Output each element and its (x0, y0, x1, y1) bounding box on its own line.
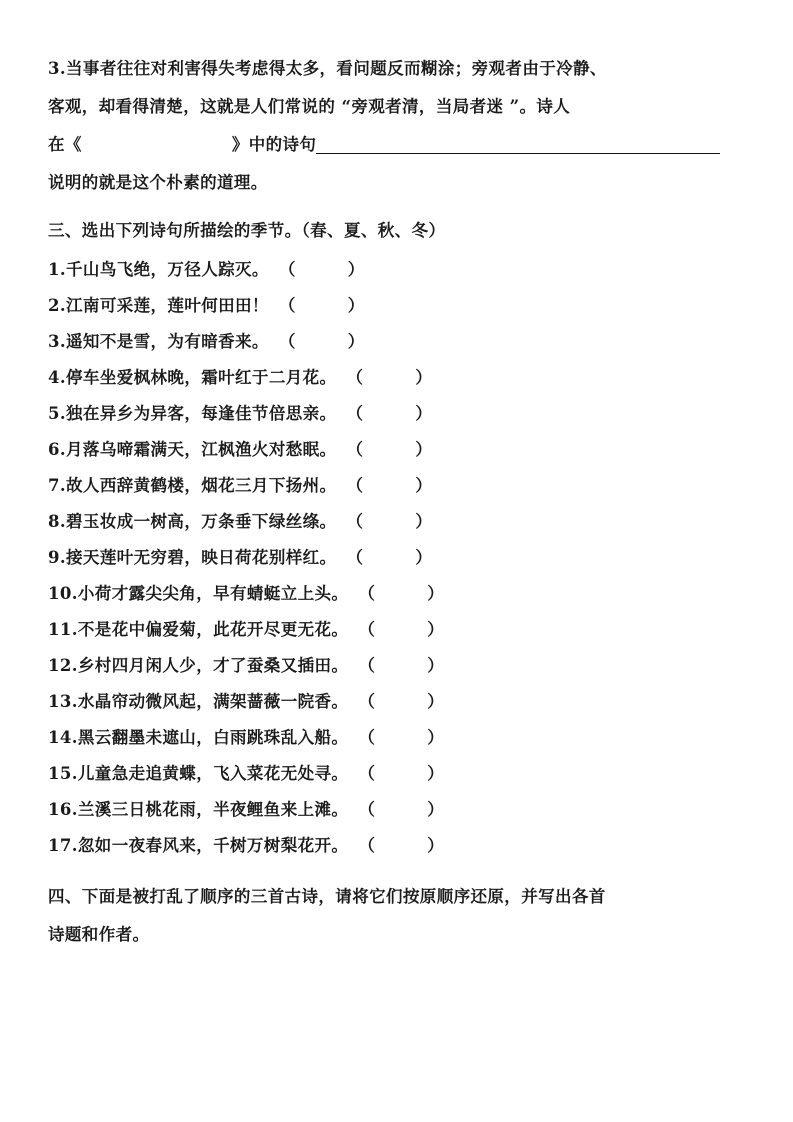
section-3-items (48, 252, 745, 864)
list-item (48, 756, 745, 792)
answer-blank[interactable]: （ ） (358, 800, 445, 819)
answer-blank[interactable]: （ ） (346, 440, 433, 459)
poem-line-text: 14.黑云翻墨未遮山，白雨跳珠乱入船。 (48, 728, 349, 747)
poem-line-text: 7.故人西辞黄鹤楼，烟花三月下扬州。 (48, 476, 337, 495)
list-item (48, 468, 745, 504)
list-item (48, 612, 745, 648)
list-item (48, 684, 745, 720)
poem-line-text: 13.水晶帘动微风起，满架蔷薇一院香。 (48, 692, 349, 711)
answer-blank[interactable]: （ ） (358, 764, 445, 783)
answer-blank[interactable]: （ ） (346, 404, 433, 423)
poem-line-text: 10.小荷才露尖尖角，早有蜻蜓立上头。 (48, 584, 349, 603)
answer-blank[interactable]: （ ） (346, 512, 433, 531)
list-item (48, 792, 745, 828)
answer-blank[interactable]: （ ） (278, 332, 365, 351)
list-item (48, 360, 745, 396)
poem-line-text: 9.接天莲叶无穷碧，映日荷花别样红。 (48, 548, 337, 567)
list-item (48, 252, 745, 288)
answer-blank[interactable]: （ ） (346, 368, 433, 387)
poem-line-text: 3.遥知不是雪，为有暗香来。 (48, 332, 269, 351)
list-item (48, 576, 745, 612)
answer-blank[interactable]: （ ） (358, 620, 445, 639)
list-item (48, 720, 745, 756)
list-item (48, 648, 745, 684)
answer-blank[interactable]: （ ） (358, 656, 445, 675)
list-item (48, 324, 745, 360)
answer-blank[interactable]: （ ） (278, 296, 365, 315)
answer-blank[interactable]: （ ） (358, 728, 445, 747)
question-3 (48, 50, 745, 202)
list-item (48, 540, 745, 576)
poem-line-text: 4.停车坐爱枫林晚，霜叶红于二月花。 (48, 368, 337, 387)
answer-blank[interactable]: （ ） (278, 260, 365, 279)
poem-line-text: 2.江南可采莲，莲叶何田田！ (48, 296, 269, 315)
list-item (48, 504, 745, 540)
poem-line-text: 5.独在异乡为异客，每逢佳节倍思亲。 (48, 404, 337, 423)
poem-line-text: 12.乡村四月闲人少，才了蚕桑又插田。 (48, 656, 349, 675)
answer-blank[interactable]: （ ） (358, 836, 445, 855)
poem-line-text: 16.兰溪三日桃花雨，半夜鲤鱼来上滩。 (48, 800, 349, 819)
poem-line-text: 8.碧玉妆成一树高，万条垂下绿丝绦。 (48, 512, 337, 531)
list-item (48, 432, 745, 468)
list-item (48, 828, 745, 864)
question-3-line-4: 说明的就是这个朴素的道理。 (48, 173, 268, 192)
list-item (48, 288, 745, 324)
poem-verse-blank[interactable] (316, 131, 720, 154)
answer-blank[interactable]: （ ） (358, 692, 445, 711)
poem-line-text: 1.千山鸟飞绝，万径人踪灭。 (48, 260, 269, 279)
question-3-line-1: 3.当事者往往对利害得失考虑得太多，看问题反而糊涂；旁观者由于冷静、 (48, 59, 607, 78)
answer-blank[interactable]: （ ） (346, 476, 433, 495)
poem-line-text: 15.儿童急走追黄蝶，飞入菜花无处寻。 (48, 764, 349, 783)
answer-blank[interactable]: （ ） (346, 548, 433, 567)
poem-line-text: 6.月落乌啼霜满天，江枫渔火对愁眠。 (48, 440, 337, 459)
question-3-line-2: 客观，却看得清楚，这就是人们常说的 “旁观者清，当局者迷 ”。诗人 (48, 97, 571, 116)
poem-line-text: 17.忽如一夜春风来，千树万树梨花开。 (48, 836, 349, 855)
section-4-heading (48, 878, 745, 954)
question-3-line-3-prefix: 在《 (48, 135, 82, 154)
section-4-line-1: 四、下面是被打乱了顺序的三首古诗，请将它们按原顺序还原，并写出各首 (48, 887, 606, 906)
question-3-line-3 (48, 126, 745, 164)
answer-blank[interactable]: （ ） (358, 584, 445, 603)
list-item (48, 396, 745, 432)
section-4-line-2: 诗题和作者。 (48, 925, 150, 944)
section-3-heading: 三、选出下列诗句所描绘的季节。（春、夏、秋、冬） (48, 221, 446, 240)
poem-line-text: 11.不是花中偏爱菊，此花开尽更无花。 (48, 620, 349, 639)
question-3-line-3-mid: 》中的诗句 (231, 135, 317, 154)
